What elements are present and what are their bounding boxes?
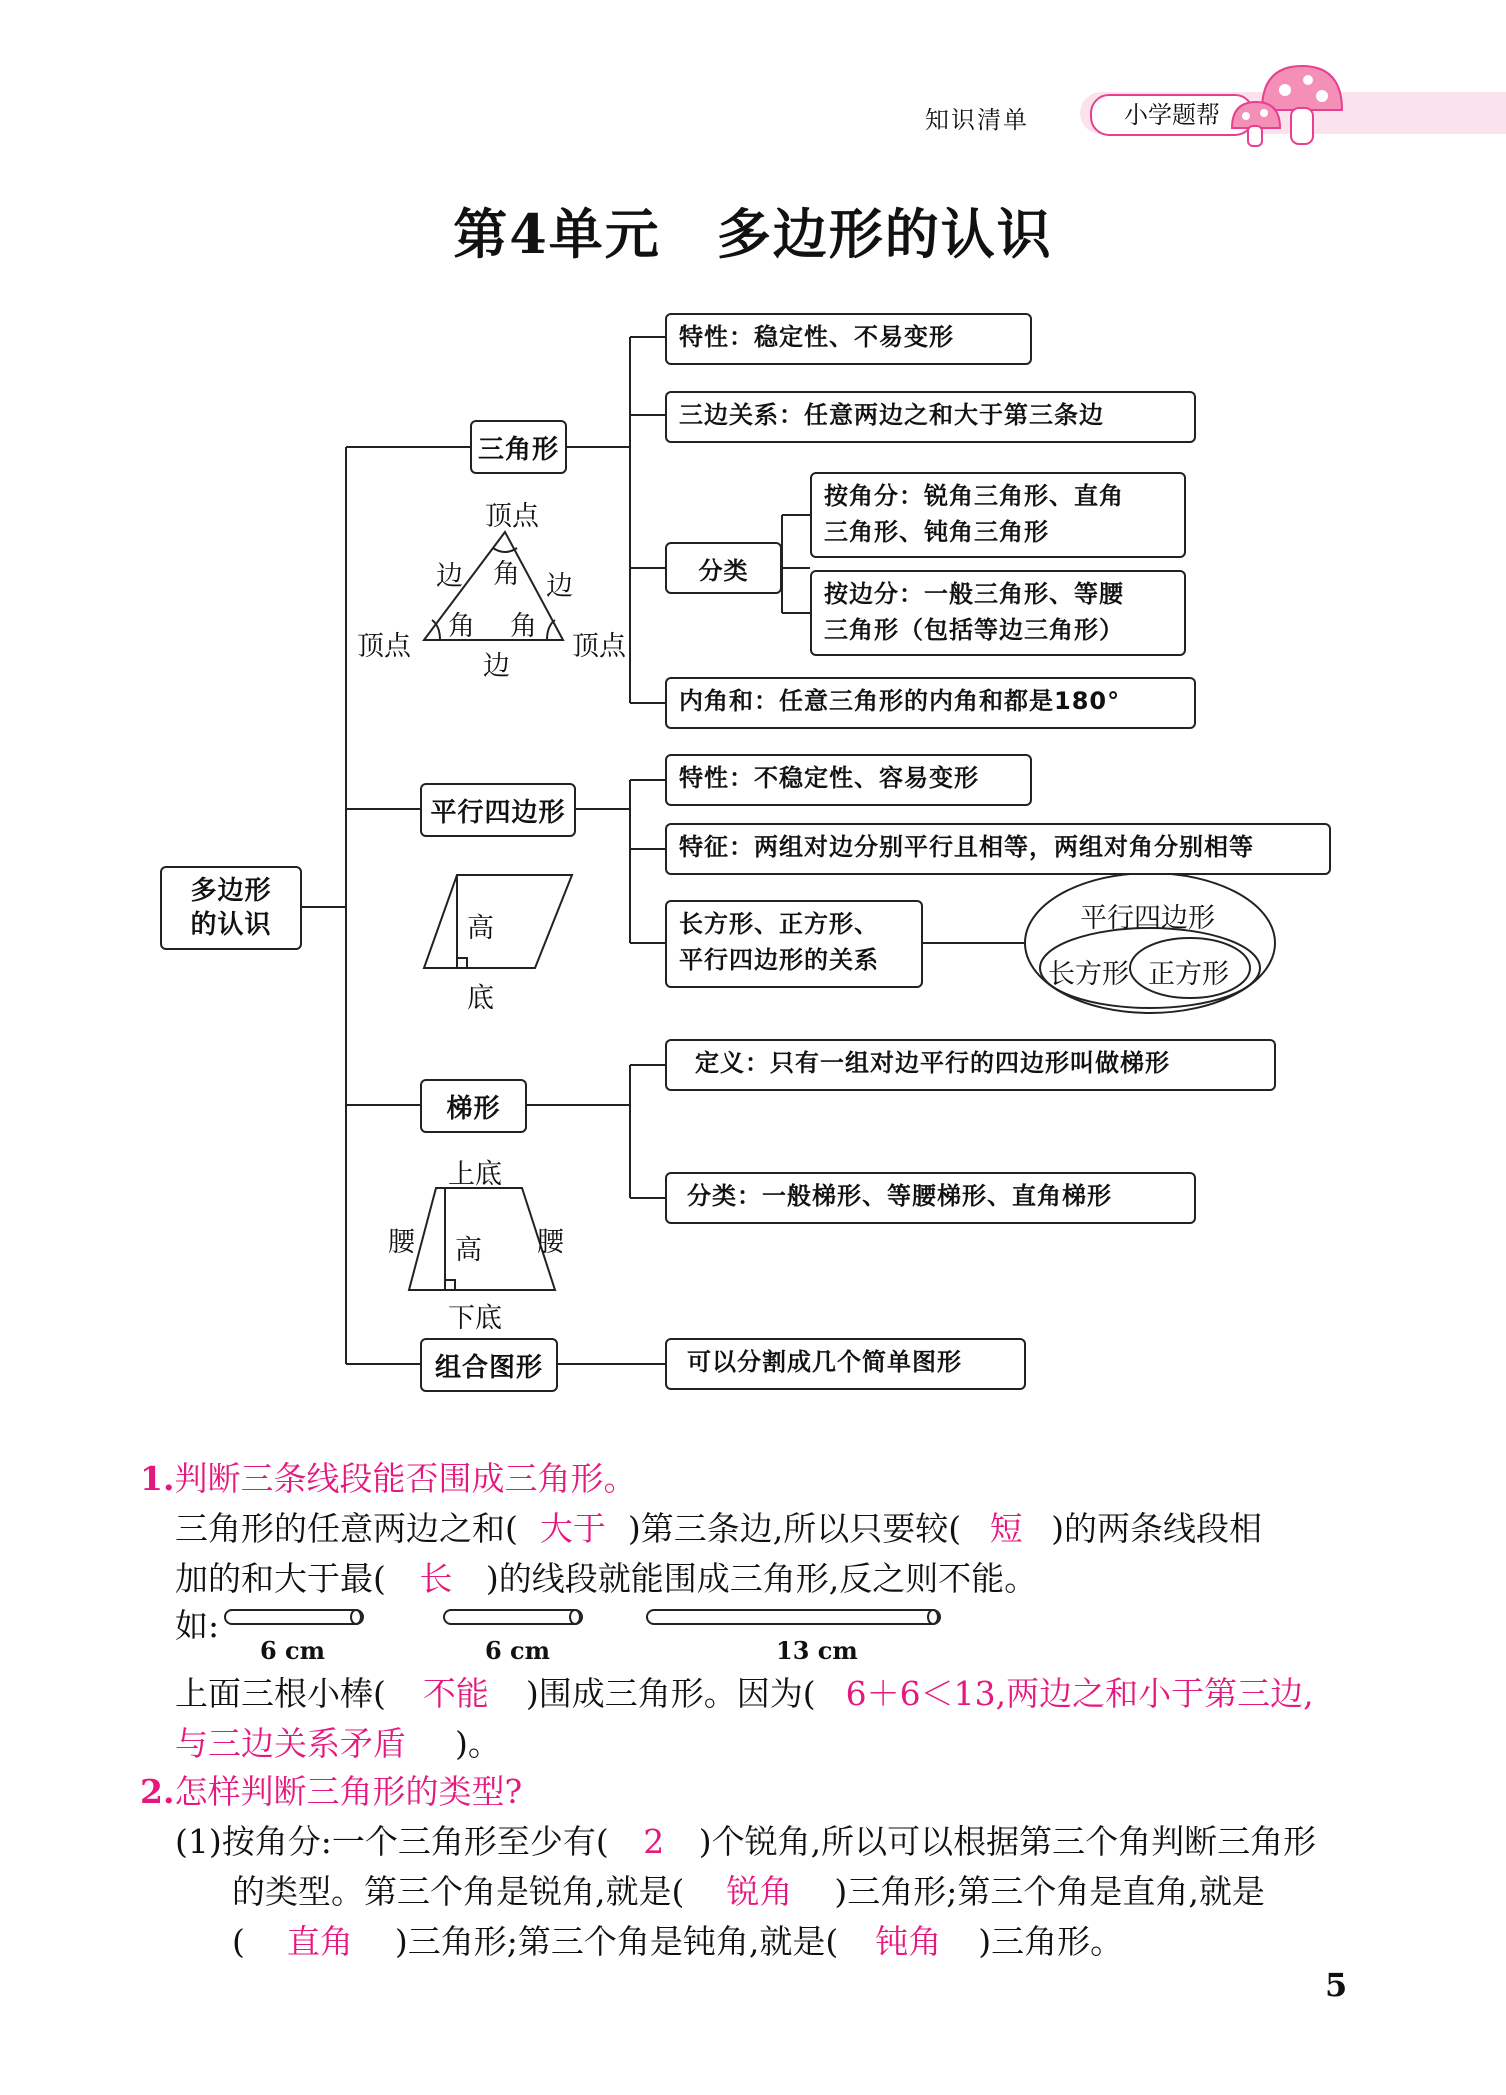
trapezoid-node: 梯形 <box>420 1079 527 1133</box>
q1-number: 1. <box>140 1459 175 1498</box>
q1-text: )的两条线段相 <box>1051 1509 1262 1548</box>
q1-title: 判断三条线段能否围成三角形。 <box>174 1459 637 1498</box>
triangle-side-bottom: 边 <box>483 651 510 682</box>
trapezoid-height-label: 高 <box>455 1235 482 1266</box>
triangle-top-vertex: 顶点 <box>485 501 539 532</box>
triangle-angle-top: 角 <box>493 559 520 590</box>
q2-heading <box>140 1768 522 1816</box>
q2-text: )个锐角,所以可以根据第三个角判断三角形 <box>698 1822 1317 1861</box>
q1-answer-2: 短 <box>989 1509 1023 1548</box>
q2-text: )三角形;第三个角是直角,就是 <box>834 1872 1265 1911</box>
triangle-node: 三角形 <box>470 420 567 474</box>
q2-text: )三角形。 <box>978 1922 1124 1961</box>
triangle-by-angle: 按角分：锐角三角形、直角 三角形、钝角三角形 <box>810 472 1186 558</box>
trapezoid-top-base: 上底 <box>448 1159 502 1190</box>
page-number: 5 <box>1325 1966 1348 2004</box>
q1-text: 三角形的任意两边之和( <box>175 1509 518 1548</box>
q1-text: )第三条边,所以只要较( <box>627 1509 962 1548</box>
parallelogram-node: 平行四边形 <box>420 783 576 837</box>
stick-label-2: 6 cm <box>485 1636 551 1665</box>
q1-answer-5: 6＋6＜13,两边之和小于第三边, <box>845 1674 1314 1713</box>
venn-inner-label: 正方形 <box>1148 959 1229 990</box>
trapezoid-left-leg: 腰 <box>388 1227 415 1258</box>
q2-text: (1)按角分:一个三角形至少有( <box>175 1822 609 1861</box>
trapezoid-bottom-base: 下底 <box>448 1303 502 1334</box>
venn-outer-label: 平行四边形 <box>1080 903 1215 934</box>
q2-answer-2: 锐角 <box>726 1872 793 1911</box>
q1-example-label: 如: <box>175 1606 220 1645</box>
q2-number: 2. <box>140 1772 175 1811</box>
triangle-angle-right: 角 <box>510 611 537 642</box>
q2-text: ( <box>232 1922 245 1961</box>
q1-text: 加的和大于最( <box>175 1559 386 1598</box>
q1-heading <box>140 1455 636 1503</box>
stick-label-3: 13 cm <box>776 1636 858 1665</box>
q2-text: 的类型。第三个角是锐角,就是( <box>232 1872 685 1911</box>
header-brand: 小学题帮 <box>1090 94 1254 136</box>
triangle-left-vertex: 顶点 <box>357 631 411 662</box>
q2-title: 怎样判断三角形的类型? <box>174 1772 523 1811</box>
parallelogram-figure <box>424 875 572 968</box>
parallelogram-height-label: 高 <box>467 913 494 944</box>
q1-line3 <box>175 1670 1314 1718</box>
triangle-right-vertex: 顶点 <box>572 631 626 662</box>
triangle-by-side: 按边分：一般三角形、等腰 三角形（包括等边三角形） <box>810 570 1186 656</box>
q1-answer-3: 长 <box>419 1559 453 1598</box>
q1-answer-1: 大于 <box>539 1509 606 1548</box>
composite-node: 组合图形 <box>420 1338 558 1392</box>
triangle-side-right: 边 <box>546 571 573 602</box>
parallelogram-relation: 长方形、正方形、 平行四边形的关系 <box>665 900 923 988</box>
trapezoid-right-leg: 腰 <box>537 1227 564 1258</box>
parallelogram-property: 特性：不稳定性、容易变形 <box>665 754 1032 806</box>
page-title: 第4单元 多边形的认识 <box>453 202 1053 266</box>
q1-answer-4: 不能 <box>422 1674 489 1713</box>
composite-description: 可以分割成几个简单图形 <box>665 1338 1026 1390</box>
q1-line4 <box>175 1720 501 1768</box>
parallelogram-feature: 特征：两组对边分别平行且相等，两组对角分别相等 <box>665 823 1331 875</box>
stick-label-1: 6 cm <box>260 1636 326 1665</box>
header-section-label: 知识清单 <box>925 106 1029 134</box>
q1-answer-5-cont: 与三边关系矛盾 <box>175 1724 406 1763</box>
q1-text: )。 <box>455 1724 501 1763</box>
q2-text: )三角形;第三个角是钝角,就是( <box>394 1922 839 1961</box>
q2-line2 <box>232 1868 1265 1916</box>
parallelogram-base-label: 底 <box>467 983 494 1014</box>
q2-line3 <box>232 1918 1123 1966</box>
q2-line1 <box>175 1818 1316 1866</box>
triangle-side-relation: 三边关系：任意两边之和大于第三条边 <box>665 391 1196 443</box>
triangle-angle-left: 角 <box>448 611 475 642</box>
trapezoid-figure <box>409 1188 555 1290</box>
venn-middle-label: 长方形 <box>1048 959 1129 990</box>
q1-text: )的线段就能围成三角形,反之则不能。 <box>485 1559 1038 1598</box>
trapezoid-classification: 分类：一般梯形、等腰梯形、直角梯形 <box>665 1172 1196 1224</box>
triangle-property: 特性：稳定性、不易变形 <box>665 313 1032 365</box>
triangle-side-left: 边 <box>436 561 463 592</box>
sticks-figure <box>225 1610 940 1624</box>
q2-answer-1: 2 <box>643 1822 665 1861</box>
q1-line1 <box>175 1505 1262 1553</box>
q2-answer-4: 钝角 <box>875 1922 942 1961</box>
triangle-angle-sum: 内角和：任意三角形的内角和都是180° <box>665 677 1196 729</box>
trapezoid-definition: 定义：只有一组对边平行的四边形叫做梯形 <box>665 1039 1276 1091</box>
q1-line2 <box>175 1555 1037 1603</box>
q2-answer-3: 直角 <box>286 1922 353 1961</box>
q1-text: )围成三角形。因为( <box>525 1674 816 1713</box>
triangle-classification: 分类 <box>665 542 782 594</box>
root-node: 多边形 的认识 <box>160 866 302 950</box>
venn-diagram <box>1025 873 1275 1013</box>
q1-text: 上面三根小棒( <box>175 1674 386 1713</box>
